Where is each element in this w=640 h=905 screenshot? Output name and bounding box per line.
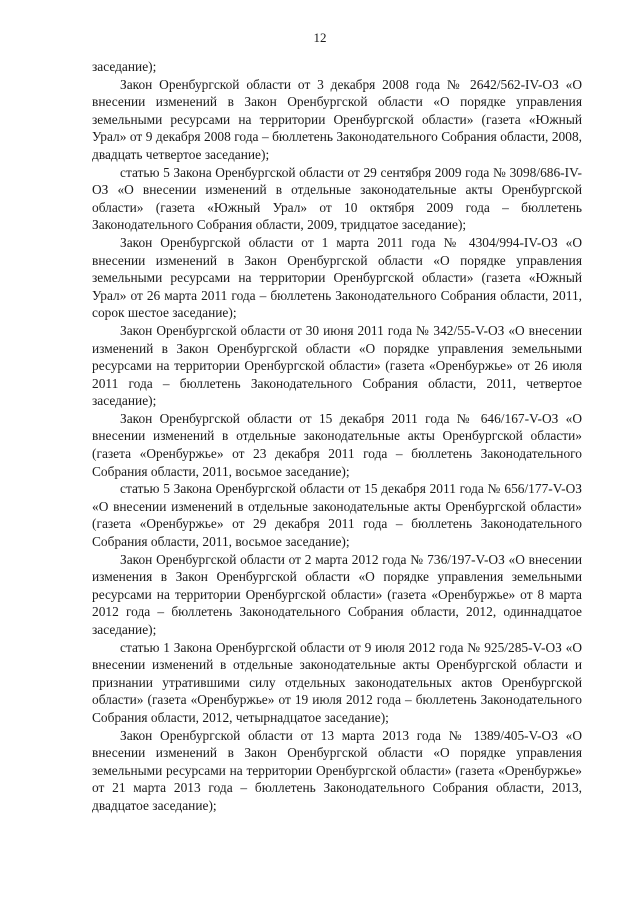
- paragraph-law-2012-july: статью 1 Закона Оренбургской области от 9 июля 2012 года № 925/285-V-ОЗ «О внесении изменений в отдельные законодательные акты Оренбургской области и признании утратившими силу отдельных законодательных актов Оренбургской области» (газета «Оренбуржье» от 19 июля 2012 года – бюллетень Законодательного Собрания области, 2012, четырнадцатое заседание);: [92, 639, 582, 725]
- paragraph-law-2011-dec-656: статью 5 Закона Оренбургской области от 15 декабря 2011 года № 656/177-V-ОЗ «О внесении изменений в отдельные законодательные акты Оренбургской области» (газета «Оренбуржье» от 29 декабря 2011 года – бюллетень Законодательного Собрания области, 2011, восьмое заседание);: [92, 481, 582, 550]
- paragraph-law-2012-march: Закон Оренбургской области от 2 марта 2012 года № 736/197-V-ОЗ «О внесении изменения в Закон Оренбургской области «О порядке управления земельными ресурсами на территории Оренбургской области» (газета «Оренбуржье» от 8 марта 2012 года – бюллетень Законодательного Собрания области, 2012, одиннадцатое заседание);: [92, 551, 582, 637]
- paragraph-law-2009: статью 5 Закона Оренбургской области от 29 сентября 2009 года № 3098/686-IV-ОЗ «О внесении изменений в отдельные законодательные акты Оренбургской области» (газета «Южный Урал» от 10 октября 2009 года – бюллетень Законодательного Собрания области, 2009, тридцатое заседание);: [92, 164, 582, 233]
- paragraph-law-2011-dec-646: Закон Оренбургской области от 15 декабря 2011 года № 646/167-V-ОЗ «О внесении изменений в отдельные законодательные акты Оренбургской области» (газета «Оренбуржье» от 23 декабря 2011 года – бюллетень Законодательного Собрания области, 2011, восьмое заседание);: [92, 410, 582, 479]
- paragraph-law-2011-june: Закон Оренбургской области от 30 июня 2011 года № 342/55-V-ОЗ «О внесении изменений в Закон Оренбургской области «О порядке управления земельными ресурсами на территории Оренбургской области» (газета «Оренбуржье» от 26 июля 2011 года – бюллетень Законодательного Собрания области, 2011, четвертое заседание);: [92, 322, 582, 409]
- paragraph-law-2011-march: Закон Оренбургской области от 1 марта 2011 года № 4304/994-IV-ОЗ «О внесении изменений в Закон Оренбургской области «О порядке управления земельными ресурсами на территории Оренбургской области» (газета «Южный Урал» от 26 марта 2011 года – бюллетень Законодательного Собрания области, 2011, сорок шестое заседание);: [92, 234, 582, 321]
- document-body: [92, 58, 582, 815]
- paragraph-law-2013-march: Закон Оренбургской области от 13 марта 2013 года № 1389/405-V-ОЗ «О внесении изменений в Закон Оренбургской области «О порядке управления земельными ресурсами на территории Оренбургской области» (газета «Оренбуржье» от 21 марта 2013 года – бюллетень Законодательного Собрания области, 2013, двадцатое заседание);: [92, 727, 582, 813]
- paragraph-continuation: заседание);: [92, 59, 157, 74]
- paragraph-law-2008: Закон Оренбургской области от 3 декабря 2008 года № 2642/562-IV-ОЗ «О внесении изменений в Закон Оренбургской области «О порядке управления земельными ресурсами на территории Оренбургской области» (газета «Южный Урал» от 9 декабря 2008 года – бюллетень Законодательного Собрания области, 2008, двадцать четвертое заседание);: [92, 76, 582, 162]
- page-number: 12: [313, 30, 327, 45]
